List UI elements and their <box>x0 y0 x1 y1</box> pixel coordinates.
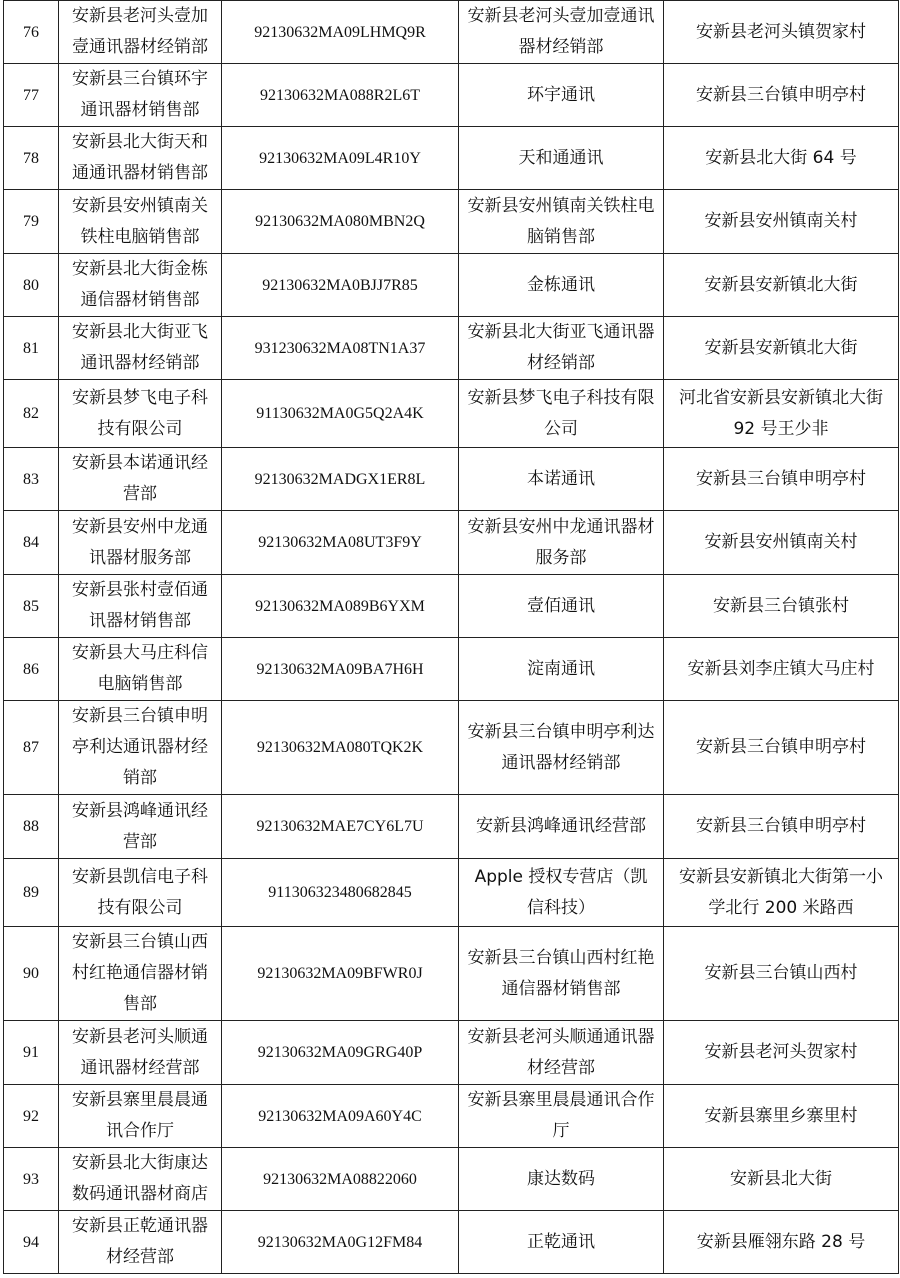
store-brand: 淀南通讯 <box>459 638 664 701</box>
store-brand: 安新县老河头顺通通讯器材经营部 <box>459 1021 664 1085</box>
merchant-address: 安新县三台镇申明亭村 <box>664 795 899 859</box>
credit-code: 92130632MA080MBN2Q <box>222 190 459 254</box>
table-row <box>4 317 899 380</box>
table-row <box>4 1148 899 1211</box>
credit-code: 92130632MA09LHMQ9R <box>222 1 459 64</box>
table-row <box>4 927 899 1021</box>
store-brand: 安新县老河头壹加壹通讯器材经销部 <box>459 1 664 64</box>
merchant-name: 安新县北大街康达数码通讯器材商店 <box>59 1148 222 1211</box>
store-brand: 安新县北大街亚飞通讯器材经销部 <box>459 317 664 380</box>
merchant-address: 安新县三台镇申明亭村 <box>664 701 899 795</box>
merchant-address: 安新县安新镇北大街 <box>664 254 899 317</box>
merchant-address: 安新县三台镇申明亭村 <box>664 64 899 127</box>
merchant-address: 安新县老河头镇贺家村 <box>664 1 899 64</box>
merchant-address: 安新县北大街 64 号 <box>664 127 899 190</box>
store-brand: Apple 授权专营店（凯信科技） <box>459 859 664 927</box>
merchant-name: 安新县北大街亚飞通讯器材经销部 <box>59 317 222 380</box>
merchant-name: 安新县老河头顺通通讯器材经营部 <box>59 1021 222 1085</box>
table-row <box>4 1 899 64</box>
table-body <box>4 1 899 1274</box>
store-brand: 安新县梦飞电子科技有限公司 <box>459 380 664 448</box>
merchant-address: 安新县安州镇南关村 <box>664 190 899 254</box>
merchant-name: 安新县老河头壹加壹通讯器材经销部 <box>59 1 222 64</box>
merchant-address: 安新县三台镇张村 <box>664 575 899 638</box>
store-brand: 安新县三台镇山西村红艳通信器材销售部 <box>459 927 664 1021</box>
table-row <box>4 254 899 317</box>
credit-code: 92130632MA080TQK2K <box>222 701 459 795</box>
store-brand: 安新县鸿峰通讯经营部 <box>459 795 664 859</box>
merchant-name: 安新县鸿峰通讯经营部 <box>59 795 222 859</box>
merchant-name: 安新县安州镇南关铁柱电脑销售部 <box>59 190 222 254</box>
row-number: 81 <box>4 317 59 380</box>
row-number: 84 <box>4 511 59 575</box>
store-brand: 正乾通讯 <box>459 1211 664 1274</box>
table-row <box>4 701 899 795</box>
credit-code: 92130632MA09GRG40P <box>222 1021 459 1085</box>
credit-code: 92130632MA08UT3F9Y <box>222 511 459 575</box>
merchant-table <box>3 0 899 1274</box>
merchant-name: 安新县凯信电子科技有限公司 <box>59 859 222 927</box>
row-number: 79 <box>4 190 59 254</box>
table-row <box>4 1085 899 1148</box>
merchant-name: 安新县三台镇环宇通讯器材销售部 <box>59 64 222 127</box>
table-row <box>4 64 899 127</box>
store-brand: 环宇通讯 <box>459 64 664 127</box>
credit-code: 92130632MA09BFWR0J <box>222 927 459 1021</box>
merchant-name: 安新县寨里晨晨通讯合作厅 <box>59 1085 222 1148</box>
row-number: 93 <box>4 1148 59 1211</box>
merchant-name: 安新县梦飞电子科技有限公司 <box>59 380 222 448</box>
credit-code: 92130632MA09L4R10Y <box>222 127 459 190</box>
merchant-name: 安新县三台镇申明亭利达通讯器材经销部 <box>59 701 222 795</box>
row-number: 92 <box>4 1085 59 1148</box>
credit-code: 91130632MA0G5Q2A4K <box>222 380 459 448</box>
merchant-address: 安新县安州镇南关村 <box>664 511 899 575</box>
row-number: 86 <box>4 638 59 701</box>
row-number: 89 <box>4 859 59 927</box>
merchant-name: 安新县正乾通讯器材经营部 <box>59 1211 222 1274</box>
merchant-name: 安新县本诺通讯经营部 <box>59 448 222 511</box>
merchant-address: 安新县三台镇山西村 <box>664 927 899 1021</box>
row-number: 77 <box>4 64 59 127</box>
row-number: 90 <box>4 927 59 1021</box>
merchant-address: 安新县老河头贺家村 <box>664 1021 899 1085</box>
row-number: 88 <box>4 795 59 859</box>
merchant-address: 安新县北大街 <box>664 1148 899 1211</box>
row-number: 87 <box>4 701 59 795</box>
row-number: 76 <box>4 1 59 64</box>
credit-code: 92130632MA09A60Y4C <box>222 1085 459 1148</box>
merchant-address: 安新县刘李庄镇大马庄村 <box>664 638 899 701</box>
credit-code: 92130632MA088R2L6T <box>222 64 459 127</box>
merchant-name: 安新县北大街天和通通讯器材销售部 <box>59 127 222 190</box>
table-row <box>4 380 899 448</box>
credit-code: 931230632MA08TN1A37 <box>222 317 459 380</box>
store-brand: 安新县寨里晨晨通讯合作厅 <box>459 1085 664 1148</box>
table-row <box>4 795 899 859</box>
table-row <box>4 511 899 575</box>
store-brand: 本诺通讯 <box>459 448 664 511</box>
row-number: 78 <box>4 127 59 190</box>
table-row <box>4 1211 899 1274</box>
store-brand: 天和通通讯 <box>459 127 664 190</box>
table-row <box>4 1021 899 1085</box>
row-number: 82 <box>4 380 59 448</box>
table-row <box>4 448 899 511</box>
store-brand: 安新县安州中龙通讯器材服务部 <box>459 511 664 575</box>
merchant-address: 安新县安新镇北大街 <box>664 317 899 380</box>
merchant-address: 安新县寨里乡寨里村 <box>664 1085 899 1148</box>
merchant-name: 安新县安州中龙通讯器材服务部 <box>59 511 222 575</box>
credit-code: 92130632MA0G12FM84 <box>222 1211 459 1274</box>
row-number: 80 <box>4 254 59 317</box>
merchant-name: 安新县张村壹佰通讯器材销售部 <box>59 575 222 638</box>
row-number: 94 <box>4 1211 59 1274</box>
merchant-address: 安新县三台镇申明亭村 <box>664 448 899 511</box>
table-row <box>4 638 899 701</box>
table-row <box>4 859 899 927</box>
merchant-address: 安新县安新镇北大街第一小学北行 200 米路西 <box>664 859 899 927</box>
store-brand: 金栋通讯 <box>459 254 664 317</box>
credit-code: 92130632MA09BA7H6H <box>222 638 459 701</box>
table-row <box>4 127 899 190</box>
merchant-name: 安新县北大街金栋通信器材销售部 <box>59 254 222 317</box>
row-number: 83 <box>4 448 59 511</box>
merchant-name: 安新县大马庄科信电脑销售部 <box>59 638 222 701</box>
merchant-name: 安新县三台镇山西村红艳通信器材销售部 <box>59 927 222 1021</box>
credit-code: 92130632MA0BJJ7R85 <box>222 254 459 317</box>
store-brand: 安新县三台镇申明亭利达通讯器材经销部 <box>459 701 664 795</box>
credit-code: 92130632MAE7CY6L7U <box>222 795 459 859</box>
merchant-address: 河北省安新县安新镇北大街 92 号王少非 <box>664 380 899 448</box>
credit-code: 911306323480682845 <box>222 859 459 927</box>
store-brand: 安新县安州镇南关铁柱电脑销售部 <box>459 190 664 254</box>
store-brand: 壹佰通讯 <box>459 575 664 638</box>
credit-code: 92130632MA089B6YXM <box>222 575 459 638</box>
row-number: 85 <box>4 575 59 638</box>
credit-code: 92130632MADGX1ER8L <box>222 448 459 511</box>
merchant-address: 安新县雁翎东路 28 号 <box>664 1211 899 1274</box>
table-row <box>4 575 899 638</box>
table-row <box>4 190 899 254</box>
row-number: 91 <box>4 1021 59 1085</box>
store-brand: 康达数码 <box>459 1148 664 1211</box>
credit-code: 92130632MA08822060 <box>222 1148 459 1211</box>
